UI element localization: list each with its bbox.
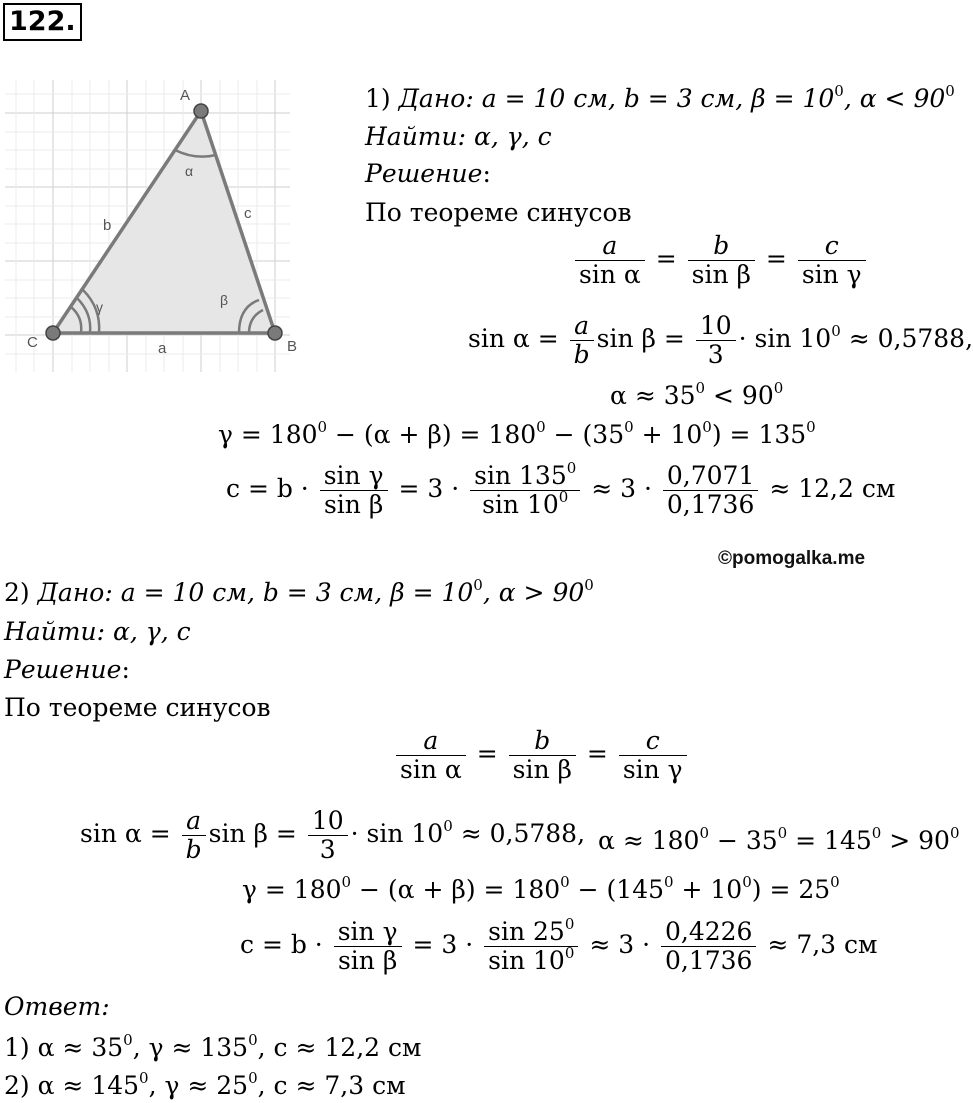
vertex-c-label: C [27,334,38,351]
part1-find: Найти: α, γ, c [365,122,552,151]
part2-gamma: $\gamma = 180^0 - (\alpha + \beta) = 180^0 - (145^0 + 10^0) = 25^0$ [242,873,840,904]
part1-alpha: $\alpha \approx 35^0 < 90^0$ [610,379,784,410]
part2-solution-label: Решение: [4,655,130,684]
part1-sine-law: $\frac{a}{\text{sin α}}$ = $\frac{b}{\text{sin β}}$ = $\frac{c}{\text{sin γ}}$ [572,232,869,289]
answer-line-1: 1) $\alpha \approx 35^0$, $\gamma \approx 135^0$, c ≈ 12,2 см [4,1031,422,1062]
angle-gamma-label: γ [96,299,103,315]
part2-find: Найти: α, γ, c [4,617,191,646]
part2-given: 2) Дано: a = 10 см, b = 3 см, $\beta = 10^0$, $\alpha > 90^0$ [4,576,594,607]
vertex-b-label: B [287,338,298,355]
vertex-a-point [194,104,208,118]
part1-c: c = b · $\frac{\text{sin γ}}{\text{sin β}}$ = 3 · $\frac{\sin 135^0}{\sin 10^0}$ ≈ 3 · $\frac{0,7071}{0,1736}$ ≈ 12,2 см [226,459,896,519]
answer-line-2: 2) $\alpha \approx 145^0$, $\gamma \approx 25^0$, c ≈ 7,3 см [4,1069,406,1100]
part2-alpha: $\alpha \approx 180^0 - 35^0 = 145^0 > 90^0$ [598,824,960,855]
part2-c: c = b · $\frac{\text{sin γ}}{\text{sin β}}$ = 3 · $\frac{\sin 25^0}{\sin 10^0}$ ≈ 3 · $\frac{0,4226}{0,1736}$ ≈ 7,3 см [240,915,878,975]
vertex-c-point [46,326,60,340]
part1-given: 1) Дано: a = 10 см, b = 3 см, $\beta = 10^0$, $\alpha < 90^0$ [365,82,955,113]
side-b-label: b [103,217,112,234]
part1-gamma: $\gamma = 180^0 - (\alpha + \beta) = 180^0 - (35^0 + 10^0) = 135^0$ [218,418,816,449]
part2-theorem: По теореме синусов [4,693,271,722]
side-a-label: a [158,340,167,357]
vertex-a-label: A [180,87,191,104]
side-c-label: c [244,205,252,222]
angle-beta-label: β [220,292,229,308]
part1-solution-label: Решение: [365,159,491,188]
problem-number: 122. [3,3,82,41]
part2-sine-law: $\frac{a}{\text{sin α}}$ = $\frac{b}{\text{sin β}}$ = $\frac{c}{\text{sin γ}}$ [393,727,690,784]
watermark: ©pomogalka.me [718,548,866,569]
triangle-figure [5,80,298,372]
part1-sin-alpha: sin α = $\frac{a}{b}$ sin β = $\frac{10}{3}$ · $\sin 10^0 \approx 0,5788$, [468,311,973,369]
part2-sin-alpha: sin α = $\frac{a}{b}$ sin β = $\frac{10}{3}$ · $\sin 10^0 \approx 0,5788$, [80,806,586,864]
answer-label: Ответ: [4,992,110,1021]
angle-alpha-label: α [185,163,194,179]
part1-theorem: По теореме синусов [365,198,632,227]
vertex-b-point [268,326,282,340]
